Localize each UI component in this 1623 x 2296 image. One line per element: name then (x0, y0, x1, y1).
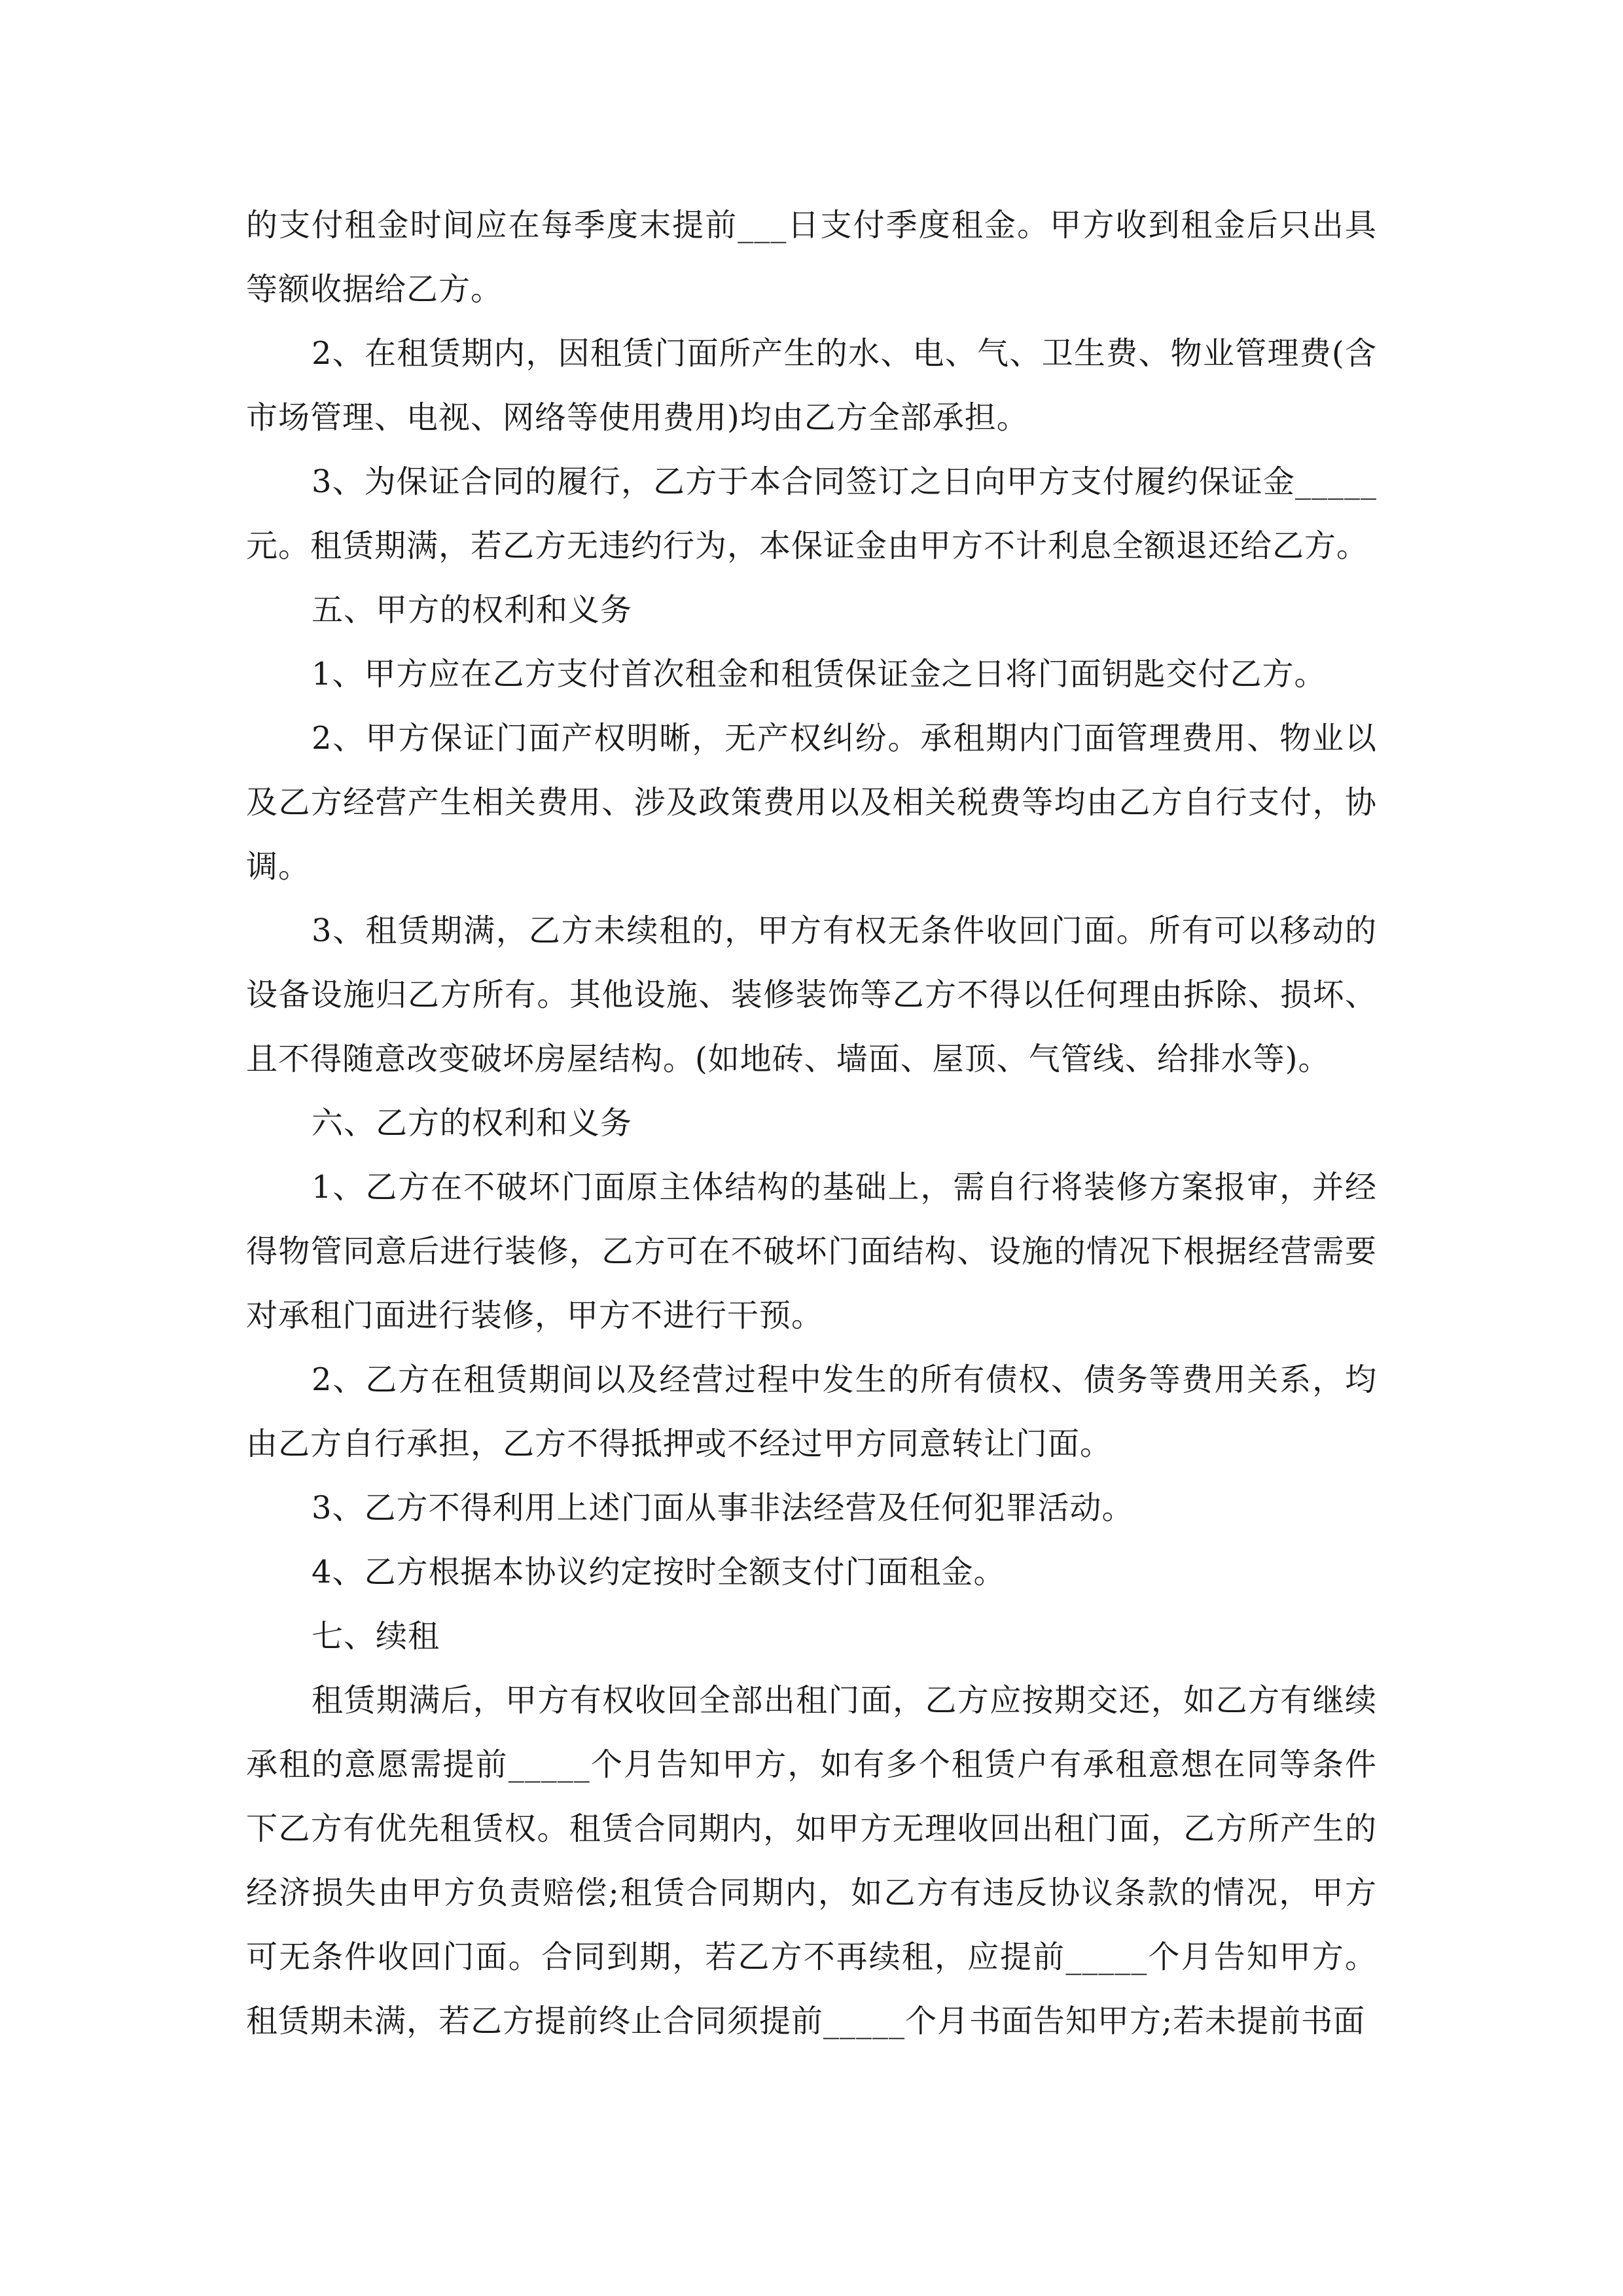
paragraph-utility-fees: 2、在租赁期内，因租赁门面所产生的水、电、气、卫生费、物业管理费(含市场管理、电视、网络等使用费用)均由乙方全部承担。 (246, 335, 1377, 436)
paragraph-rent-payment: 4、乙方根据本协议约定按时全额支付门面租金。 (312, 1554, 1006, 1590)
paragraph-continued-rent-payment: 的支付租金时间应在每季度末提前___日支付季度租金。甲方收到租金后只出具等额收据给乙方。 (246, 207, 1377, 308)
paragraph-key-handover: 1、甲方应在乙方支付首次租金和租赁保证金之日将门面钥匙交付乙方。 (312, 656, 1327, 692)
paragraph-debts: 2、乙方在租赁期间以及经营过程中发生的所有债权、债务等费用关系，均由乙方自行承担，乙方不得抵押或不经过甲方同意转让门面。 (246, 1361, 1377, 1462)
section-heading-party-b-rights: 六、乙方的权利和义务 (312, 1105, 633, 1141)
paragraph-illegal-activity: 3、乙方不得利用上述门面从事非法经营及任何犯罪活动。 (312, 1490, 1134, 1526)
document-body (246, 193, 1377, 2053)
paragraph-security-deposit: 3、为保证合同的履行，乙方于本合同签订之日向甲方支付履约保证金_____元。租赁期满，若乙方无违约行为，本保证金由甲方不计利息全额退还给乙方。 (246, 463, 1377, 564)
section-heading-renewal: 七、续租 (312, 1618, 440, 1655)
paragraph-lease-expiry: 3、租赁期满，乙方未续租的，甲方有权无条件收回门面。所有可以移动的设备设施归乙方所有。其他设施、装修装饰等乙方不得以任何理由拆除、损坏、且不得随意改变破坏房屋结构。(如地砖、墙面、屋顶、气管线、给排水等)。 (246, 912, 1377, 1077)
section-heading-party-a-rights: 五、甲方的权利和义务 (312, 592, 633, 628)
paragraph-property-rights: 2、甲方保证门面产权明晰，无产权纠纷。承租期内门面管理费用、物业以及乙方经营产生相关费用、涉及政策费用以及相关税费等均由乙方自行支付，协调。 (246, 720, 1377, 885)
paragraph-renovation: 1、乙方在不破坏门面原主体结构的基础上，需自行将装修方案报审，并经得物管同意后进行装修，乙方可在不破坏门面结构、设施的情况下根据经营需要对承租门面进行装修，甲方不进行干预。 (246, 1169, 1377, 1334)
paragraph-renewal-terms: 租赁期满后，甲方有权收回全部出租门面，乙方应按期交还，如乙方有继续承租的意愿需提前_____个月告知甲方，如有多个租赁户有承租意想在同等条件下乙方有优先租赁权。租赁合同期内，如甲方无理收回出租门面，乙方所产生的经济损失由甲方负责赔偿;租赁合同期内，如乙方有违反协议条款的情况，甲方可无条件收回门面。合同到期，若乙方不再续租，应提前_____个月告知甲方。租赁期未满，若乙方提前终止合同须提前_____个月书面告知甲方;若未提前书面 (246, 1682, 1377, 2039)
